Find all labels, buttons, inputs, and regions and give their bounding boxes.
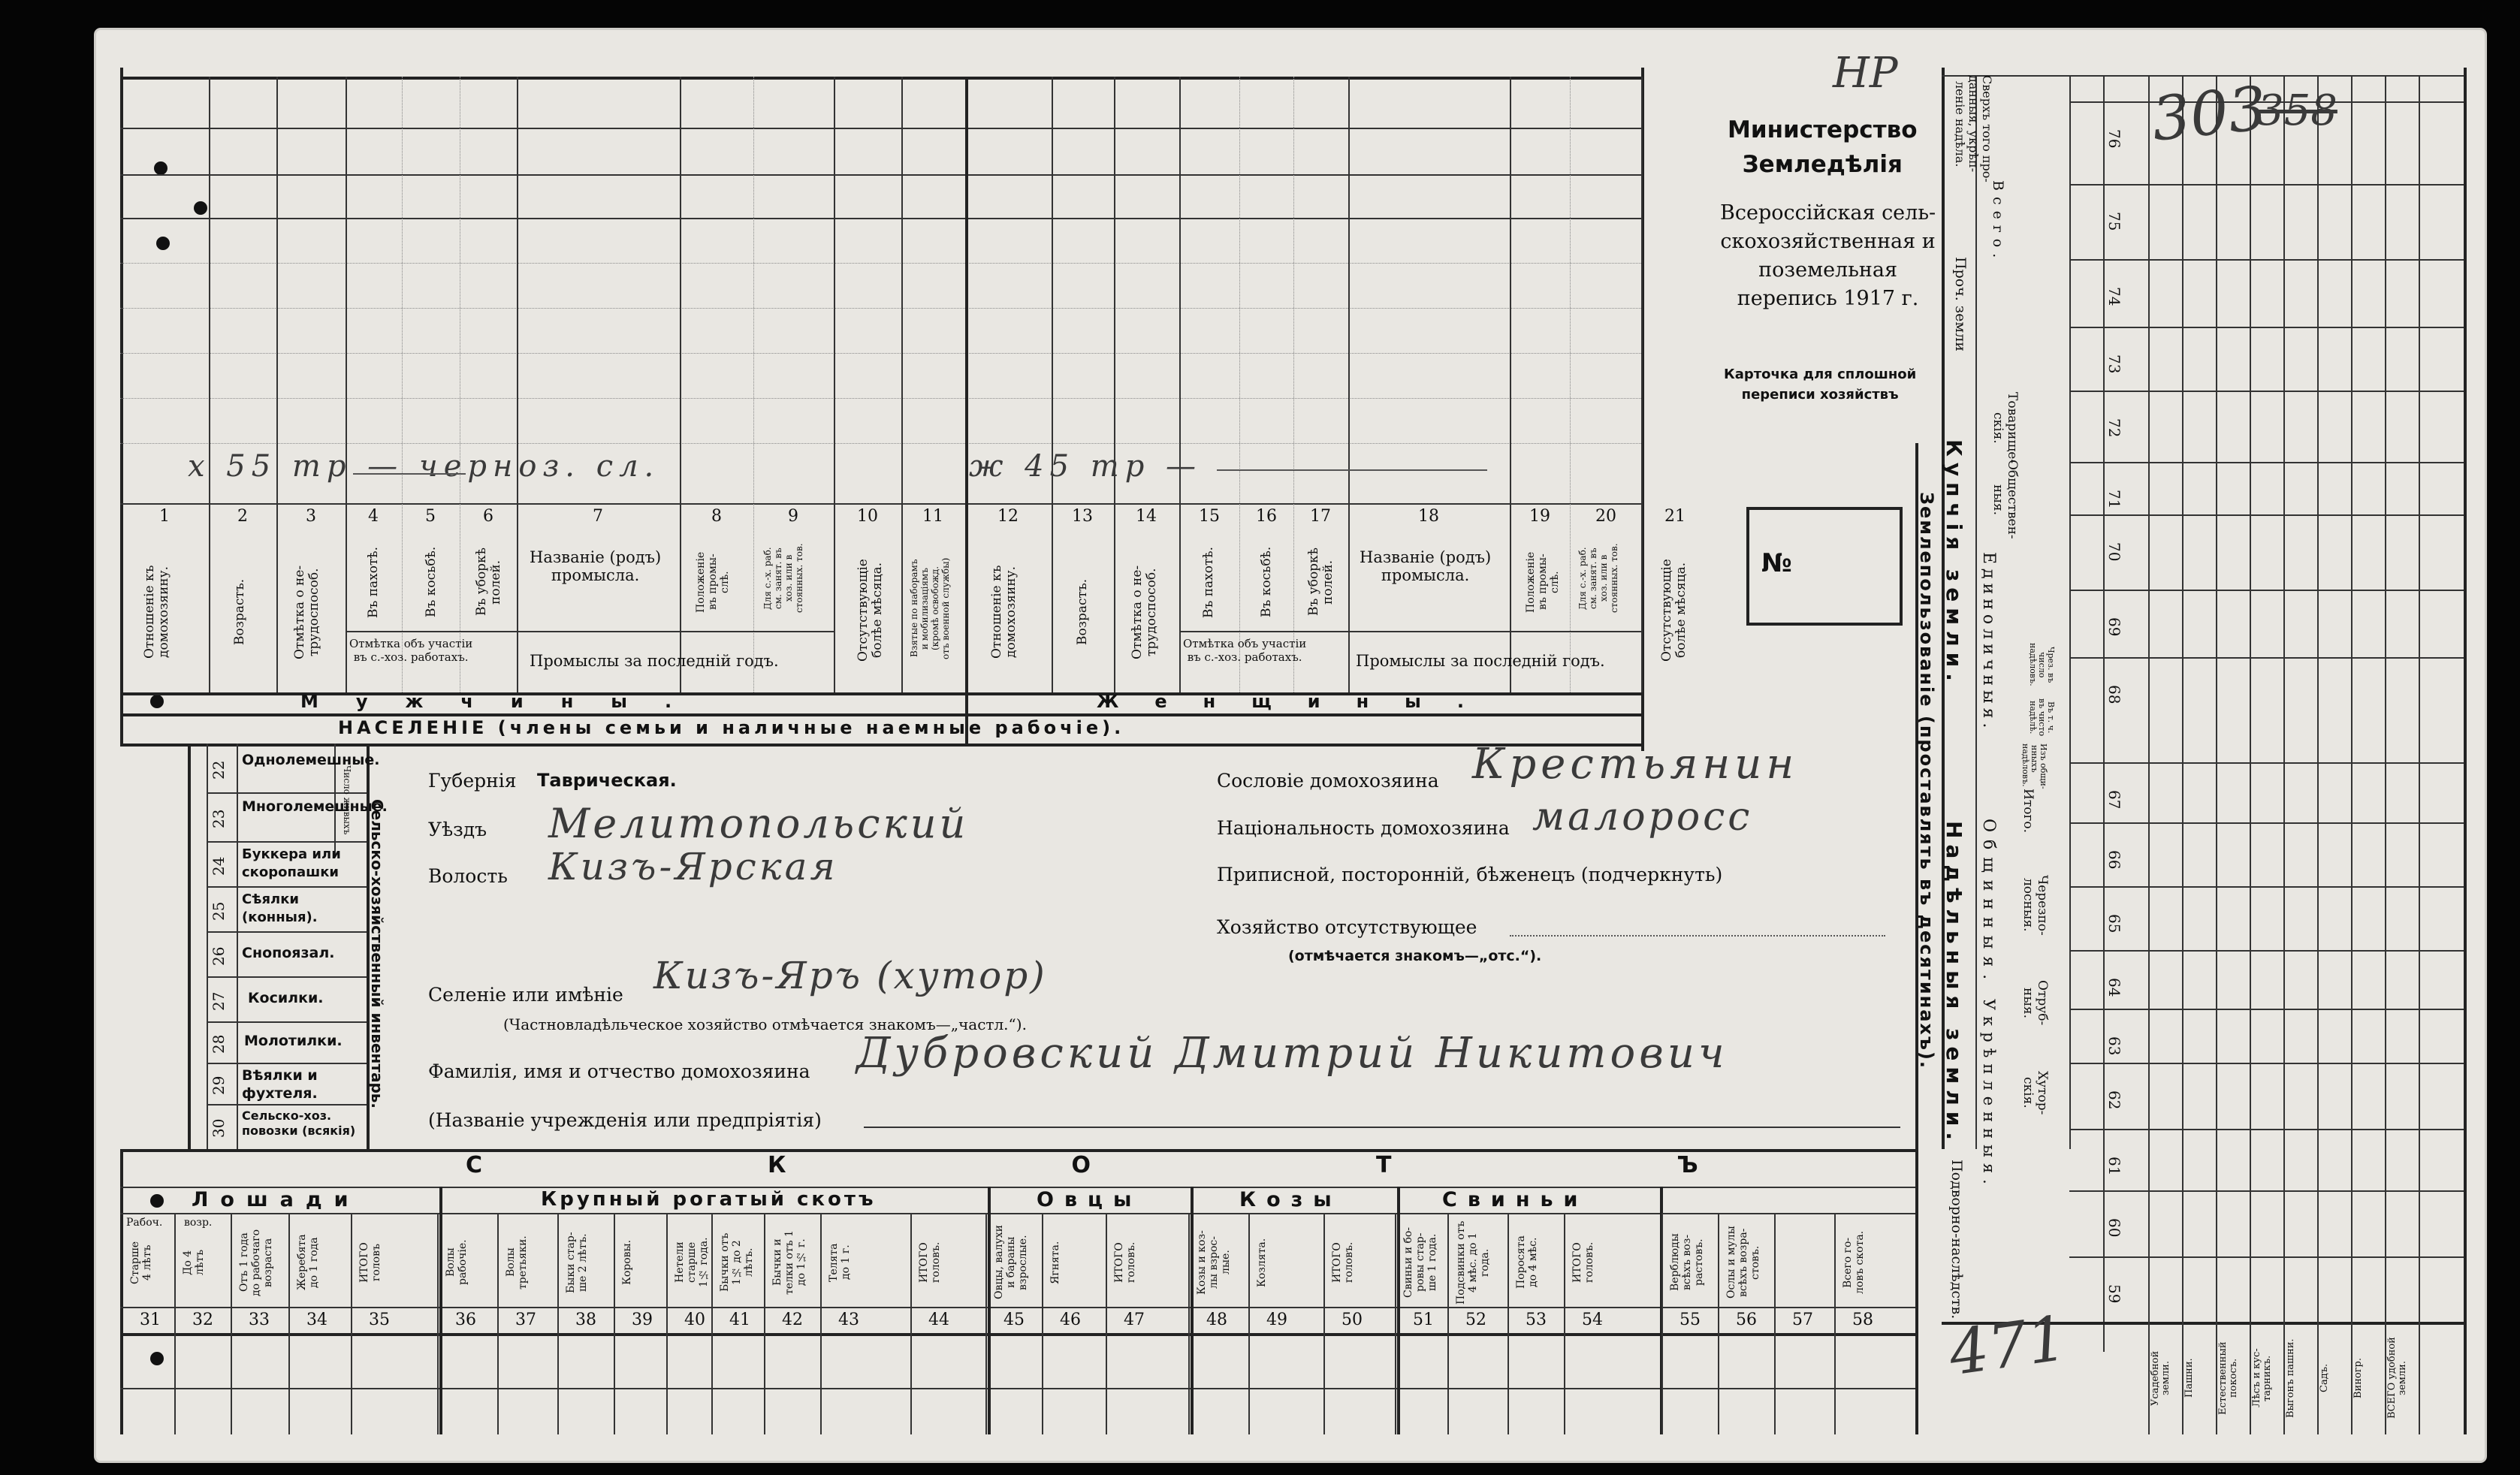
land-bottom-label: Пашни. — [2183, 1358, 2195, 1398]
livestock-col-number: 51 — [1413, 1311, 1434, 1329]
inv-num: 23 — [210, 809, 228, 828]
inv-num: 22 — [210, 760, 228, 780]
land-kuplia: Купчія земли. — [1942, 439, 1966, 687]
punch-hole — [194, 201, 207, 215]
col-label: Взятые по наборамъ и мобилизаціямъ (кромѣ освобожд. отъ военной службы) — [909, 557, 951, 659]
col-label: Въ пахотѣ. — [366, 546, 381, 618]
col-number: 9 — [788, 507, 798, 526]
livestock-col-number: 50 — [1341, 1311, 1363, 1329]
col-number: 14 — [1136, 507, 1157, 526]
punch-hole — [156, 237, 170, 250]
land-bottom-label: Лѣсъ и кус- тарникъ. — [2251, 1348, 2273, 1408]
horse-sub: Рабоч. — [126, 1217, 163, 1229]
estate-label: Сословіе домохозяина — [1217, 770, 1439, 792]
punch-hole — [150, 1194, 164, 1208]
private-note: (Частновладѣльческое хозяйство отмѣчается знакомъ—„частл.“). — [503, 1015, 1027, 1033]
livestock-col-label: Бычки и телки отъ 1 до 1½ г. — [771, 1230, 807, 1295]
land-col-number: 74 — [2105, 287, 2123, 306]
inv-num: 29 — [210, 1075, 228, 1095]
land-bottom-label: ВСЕГО удобной земли. — [2386, 1337, 2408, 1419]
livestock-col-label: ИТОГО головъ. — [1571, 1241, 1595, 1283]
handwriting-women-row: ж 45 тр — — [969, 449, 1203, 484]
group-sheep: Овцы — [1037, 1188, 1142, 1211]
status-label: Приписной, посторонній, бѣженецъ (подчеркнуть) — [1217, 864, 1723, 885]
nationality-label: Національность домохозяина — [1217, 817, 1510, 839]
livestock-col-number: 52 — [1465, 1311, 1486, 1329]
land-itogo: Итого. — [2021, 789, 2036, 834]
land-bottom-label: Садъ. — [2319, 1363, 2330, 1393]
livestock-col-number: 57 — [1792, 1311, 1813, 1329]
census-title: Всероссійская сель- скохозяйственная и поземельная перепись 1917 г. — [1720, 201, 1936, 310]
card-type: Карточка для сплошной переписи хозяйствъ — [1724, 366, 1917, 403]
inv-item: Многолемешные. — [242, 798, 388, 815]
group-pigs: Свиньи — [1442, 1188, 1589, 1211]
land-v-t-ch: Въ т. ч. въ чисто надѣлѣ. — [2028, 698, 2056, 737]
livestock-col-number: 34 — [306, 1311, 327, 1329]
col-number: 15 — [1199, 507, 1220, 526]
inv-num: 26 — [210, 946, 228, 966]
inv-item: Буккера или скоропашки — [242, 846, 341, 880]
land-otrub: Отруб- ныя. — [2021, 979, 2050, 1026]
livestock-col-label: Волы рабочіе. — [445, 1239, 469, 1286]
livestock-col-number: 47 — [1124, 1311, 1145, 1329]
men-label: Мужчины. — [300, 691, 710, 712]
livestock-title: СКОТЪ — [466, 1152, 1984, 1178]
handwritten-total: 471 — [1945, 1302, 2072, 1390]
col-label: Въ уборкѣ полей. — [474, 547, 503, 617]
livestock-col-label: ИТОГО головъ. — [1331, 1241, 1355, 1283]
livestock-col-label: Козлята. — [1256, 1238, 1268, 1287]
inv-num: 25 — [210, 901, 228, 921]
land-col-number: 76 — [2105, 129, 2123, 149]
col-number: 2 — [237, 507, 248, 526]
land-col-number: 73 — [2105, 354, 2123, 374]
land-chrez: Черезпо- лосныя. — [2021, 874, 2050, 936]
col-number: 6 — [483, 507, 493, 526]
livestock-col-label: Поросята до 4 мѣс. — [1515, 1235, 1539, 1289]
handwriting-men-row: х 55 тр — черноз. сл. — [188, 449, 660, 484]
col-label: Отмѣтка о не- трудоспособ. — [292, 565, 321, 659]
livestock-col-label: Старше 4 лѣтъ — [129, 1241, 153, 1284]
land-prochie: Проч. земли — [1952, 257, 1969, 351]
livestock-col-number: 55 — [1679, 1311, 1701, 1329]
livestock-col-number: 33 — [249, 1311, 270, 1329]
land-bottom-label: Усадебной земли. — [2150, 1350, 2171, 1406]
livestock-col-number: 31 — [140, 1311, 161, 1329]
land-col-number: 68 — [2105, 685, 2123, 704]
livestock-col-number: 42 — [782, 1311, 803, 1329]
land-edinol: Единоличныя. — [1979, 551, 1998, 733]
livestock-col-number: 36 — [455, 1311, 476, 1329]
col-number: 20 — [1595, 507, 1616, 526]
women-label: Женщины. — [1097, 691, 1500, 712]
inv-item: Вѣялки и фухтеля. — [242, 1067, 318, 1102]
col-number: 11 — [922, 507, 943, 526]
number-label: № — [1761, 548, 1792, 578]
livestock-col-label: До 4 лѣтъ — [182, 1250, 206, 1275]
col-number: 8 — [711, 507, 722, 526]
col-label: Для с.-х. раб. см. занят. въ хоз. или в стоянных. тов. — [1577, 543, 1619, 614]
col-label: Возрастъ. — [232, 578, 247, 646]
col-label: Для с.-х. раб. см. занят. въ хоз. или в стоянных. тов. — [762, 543, 804, 614]
land-title: Землепользованіе (проставлять въ десятинахъ). — [1916, 492, 1937, 1070]
horse-sub: возр. — [184, 1217, 213, 1229]
col-label: Отсутствующіе болѣе мѣсяца. — [1659, 559, 1689, 662]
col-number: 12 — [997, 507, 1019, 526]
land-col-number: 64 — [2105, 978, 2123, 997]
livestock-col-label: Всего го- ловъ скота. — [1842, 1230, 1866, 1295]
livestock-col-label: Волы третьяки. — [505, 1235, 529, 1289]
livestock-col-label: Жеребята до 1 года — [296, 1234, 320, 1291]
inv-item: Однолемешные. — [242, 752, 380, 768]
land-col-number: 72 — [2105, 418, 2123, 438]
col-label: Въ косьбѣ. — [1259, 546, 1274, 618]
inv-num: 30 — [210, 1118, 228, 1138]
inv-item: Молотилки. — [244, 1033, 343, 1049]
col-label: Положеніе въ промы- слѣ. — [1525, 551, 1561, 613]
land-col-number: 63 — [2105, 1036, 2123, 1056]
land-col-number: 60 — [2105, 1218, 2123, 1238]
inventory-title: Сельско-хозяйственный инвентарь. — [368, 798, 386, 1109]
farm-work-note: Отмѣтка объ участіи въ с.-хоз. работахъ. — [1183, 637, 1307, 664]
land-chrez-vkl: Чрез. въ число надѣловъ. — [2028, 643, 2056, 686]
land-vsego: Всего. — [1990, 180, 2006, 264]
livestock-col-number: 40 — [684, 1311, 705, 1329]
punch-hole — [150, 1352, 164, 1365]
col-number: 17 — [1310, 507, 1331, 526]
group-goats: Козы — [1239, 1188, 1342, 1211]
group-horses: Лошади — [192, 1188, 361, 1211]
col-number: 18 — [1418, 507, 1439, 526]
inv-num: 24 — [210, 856, 228, 876]
livestock-col-number: 48 — [1206, 1311, 1227, 1329]
land-col-number: 67 — [2105, 790, 2123, 810]
fio-value[interactable]: Дубровский Дмитрий Никитович — [856, 1029, 1728, 1078]
livestock-col-label: ИТОГО головъ. — [1113, 1241, 1137, 1283]
trade-name: Названіе (родъ) промысла. — [1360, 548, 1492, 584]
col-label: Въ уборкѣ полей. — [1306, 547, 1335, 617]
selenie-value[interactable]: Кизъ-Яръ (хутор) — [653, 954, 1047, 997]
livestock-col-number: 38 — [575, 1311, 596, 1329]
inv-num: 28 — [210, 1034, 228, 1054]
land-khut: Хутор- скія. — [2021, 1070, 2050, 1115]
livestock-col-number: 56 — [1736, 1311, 1757, 1329]
col-label: Въ пахотѣ. — [1201, 546, 1216, 618]
livestock-col-label: Ягнята. — [1049, 1241, 1061, 1284]
land-tovar: Товарище- скія. — [1990, 392, 2020, 464]
absent-note: (отмѣчается знакомъ—„отс.“). — [1288, 948, 1542, 964]
land-col-number: 69 — [2105, 617, 2123, 637]
livestock-col-number: 54 — [1582, 1311, 1603, 1329]
col-label: Положеніе въ промы- слѣ. — [695, 551, 731, 613]
livestock-col-label: Подсвинки отъ 4 мѣс. до 1 года. — [1455, 1220, 1491, 1305]
uezd-label: Уѣздъ — [428, 819, 487, 840]
gubernia-value: Таврическая. — [537, 770, 677, 791]
livestock-col-label: Бычки отъ 1½ до 2 лѣтъ. — [719, 1232, 755, 1293]
livestock-col-number: 44 — [928, 1311, 949, 1329]
livestock-col-number: 45 — [1003, 1311, 1025, 1329]
land-col-number: 62 — [2105, 1090, 2123, 1110]
ministry: Министерство Земледѣлія — [1728, 116, 1918, 178]
stamp-code: НР — [1833, 49, 1898, 98]
handwritten-number: 303 — [2148, 73, 2271, 155]
inv-num: 27 — [210, 991, 228, 1011]
livestock-col-number: 43 — [838, 1311, 859, 1329]
land-bottom-label: Естественный покосъ. — [2217, 1341, 2239, 1415]
land-col-number: 70 — [2105, 542, 2123, 562]
land-col-number: 61 — [2105, 1157, 2123, 1176]
col-number: 16 — [1256, 507, 1277, 526]
livestock-col-label: ИТОГО головъ — [358, 1242, 382, 1283]
uezd-value[interactable]: Мелитопольский — [548, 800, 969, 847]
col-label: Отношеніе къ домохозяину. — [989, 565, 1019, 659]
land-bottom-label: Выгонъ пашни. — [2285, 1338, 2296, 1418]
farm-work-note: Отмѣтка объ участіи въ с.-хоз. работахъ. — [349, 637, 473, 664]
land-iz-obshch: Изъ нныхъ надѣловъ. — [2021, 744, 2048, 787]
livestock-col-number: 37 — [515, 1311, 536, 1329]
land-obshch: Общинныя. — [1979, 819, 1998, 988]
livestock-col-label: Нетели старше 1½ года. — [674, 1237, 710, 1288]
volost-value[interactable]: Кизъ-Ярская — [548, 845, 838, 888]
trades-last-year: Промыслы за последній годъ. — [530, 652, 779, 670]
col-label: Въ косьбѣ. — [424, 546, 439, 618]
land-ukrepl: Укрѣпленныя. — [1980, 999, 1998, 1190]
inventory-sub: Число живыхъ — [342, 765, 352, 835]
inv-item: Сѣялки (конныя). — [242, 891, 318, 925]
land-obshchest: Обществен- ныя. — [1990, 460, 2020, 539]
col-number: 10 — [857, 507, 878, 526]
land-nadel: Надѣльныя земли. — [1942, 821, 1966, 1147]
col-label: Возрастъ. — [1075, 578, 1090, 646]
trades-last-year: Промыслы за последній годъ. — [1356, 652, 1605, 670]
livestock-col-number: 49 — [1266, 1311, 1287, 1329]
land-col-number: 66 — [2105, 850, 2123, 870]
gubernia-label: Губернія — [428, 770, 517, 792]
livestock-col-label: Коровы. — [621, 1239, 633, 1286]
livestock-col-number: 32 — [192, 1311, 213, 1329]
volost-label: Волость — [428, 865, 508, 887]
col-label: Отношеніе къ домохозяину. — [142, 565, 171, 659]
fio-label: Фамилія, имя и отчество домохозяина — [428, 1060, 810, 1082]
inv-item: Сельско-хоз. повозки (всякія) — [242, 1109, 356, 1138]
punch-hole — [154, 161, 167, 175]
group-cattle: Крупный рогатый скотъ — [541, 1188, 877, 1211]
livestock-col-label: Телята до 1 г. — [828, 1243, 852, 1282]
livestock-col-label: Свиньи и бо- ровы стар- ше 1 года. — [1402, 1226, 1438, 1299]
livestock-col-number: 58 — [1852, 1311, 1873, 1329]
col-number: 5 — [425, 507, 436, 526]
livestock-col-label: Ослы и мулы всѣхъ возра- стовъ. — [1725, 1226, 1761, 1299]
col-number: 7 — [593, 507, 603, 526]
col-number: 3 — [306, 507, 316, 526]
livestock-col-label: Быки стар- ше 2 лѣтъ. — [565, 1232, 589, 1293]
livestock-col-label: Козы и коз- лы взрос- лые. — [1196, 1230, 1232, 1295]
land-col-number: 65 — [2105, 914, 2123, 934]
land-col-number: 75 — [2105, 212, 2123, 231]
population-title: НАСЕЛЕНІЕ (члены семьи и наличные наемные рабочіе). — [338, 717, 1125, 738]
estate-value[interactable]: Крестьянин — [1472, 740, 1799, 789]
col-number: 21 — [1664, 507, 1686, 526]
land-col-number: 59 — [2105, 1284, 2123, 1304]
livestock-col-number: 53 — [1526, 1311, 1547, 1329]
punch-hole — [150, 695, 164, 708]
col-label: Отсутствующіе болѣе мѣсяца. — [856, 559, 885, 662]
livestock-col-label: ИТОГО головъ. — [918, 1241, 942, 1283]
inv-item: Снопоязал. — [242, 945, 335, 961]
col-number: 13 — [1072, 507, 1093, 526]
land-sverkh: Сверхъ того про- данныя, укрѣп- леніе надѣла. — [1953, 75, 1994, 182]
selenie-label: Селеніе или имѣніе — [428, 984, 623, 1006]
col-label: Отмѣтка о не- трудоспособ. — [1130, 565, 1159, 659]
absent-label: Хозяйство отсутствующее — [1217, 916, 1477, 938]
livestock-col-number: 39 — [632, 1311, 653, 1329]
livestock-col-label: Овцы, валухи и бараны взрослые. — [993, 1225, 1029, 1300]
col-number: 4 — [368, 507, 379, 526]
livestock-col-label: Верблюды всѣхъ воз- растовъ. — [1669, 1233, 1705, 1292]
inv-item: Косилки. — [248, 990, 324, 1006]
nationality-value[interactable]: малоросс — [1532, 795, 1753, 840]
land-bottom-label: Виногр. — [2353, 1358, 2364, 1398]
col-number: 1 — [159, 507, 170, 526]
livestock-col-label: Отъ 1 года до рабочаго возраста — [238, 1229, 274, 1296]
livestock-col-number: 46 — [1060, 1311, 1081, 1329]
trade-name: Названіе (родъ) промысла. — [530, 548, 662, 584]
land-podvor: Подворно-наслѣдств. — [1948, 1159, 1965, 1320]
col-number: 19 — [1529, 507, 1550, 526]
land-col-number: 71 — [2105, 490, 2123, 509]
livestock-col-number: 35 — [369, 1311, 390, 1329]
institution-label: (Названіе учрежденія или предпріятія) — [428, 1109, 822, 1131]
handwritten-crossed: 358 — [2257, 86, 2337, 135]
livestock-col-number: 41 — [729, 1311, 750, 1329]
